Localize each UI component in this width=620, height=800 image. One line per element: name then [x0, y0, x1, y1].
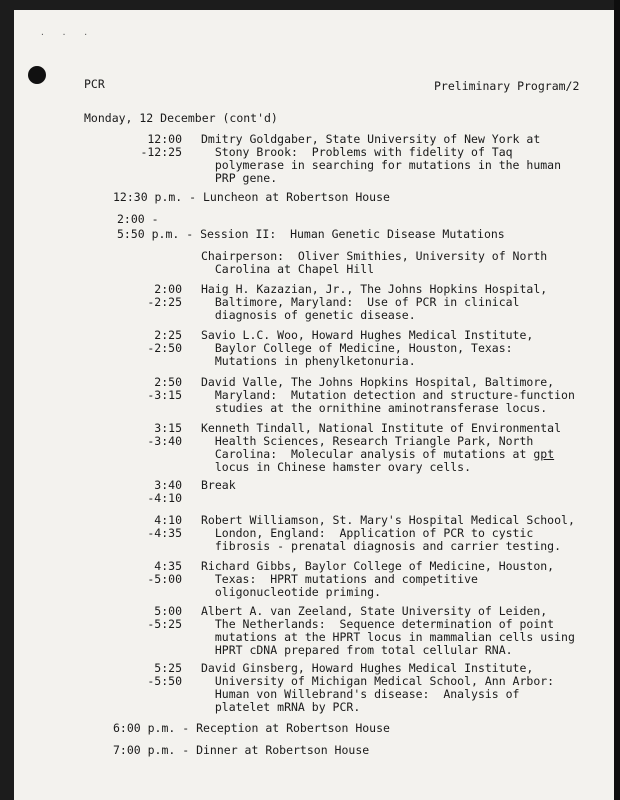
entry-line: Robert Williamson, St. Mary's Hospital Medical School, [201, 513, 575, 527]
entry-line: Savio L.C. Woo, Howard Hughes Medical Institute, [201, 328, 534, 342]
time-end: -2:25 [147, 295, 182, 309]
dinner-line: 7:00 p.m. - Dinner at Robertson House [113, 743, 370, 757]
time-end: -5:00 [147, 572, 182, 586]
time-end: -12:25 [140, 145, 182, 159]
entry-line: David Ginsberg, Howard Hughes Medical Institute, [201, 661, 534, 675]
entry-line: Texas: HPRT mutations and competitive [201, 572, 478, 586]
time-end: -3:40 [147, 434, 182, 448]
time-start: 4:10 [154, 513, 182, 527]
time-end: -5:25 [147, 617, 182, 631]
time-start: 5:00 [154, 604, 182, 618]
entry-line: David Valle, The Johns Hopkins Hospital, Baltimore, [201, 375, 555, 389]
time-start: 3:40 [154, 478, 182, 492]
entry-line: London, England: Application of PCR to cystic [201, 526, 534, 540]
entry-line: HPRT cDNA prepared from total cellular RNA. [201, 643, 513, 657]
time-start: 12:00 [147, 132, 182, 146]
entry-line: Stony Brook: Problems with fidelity of Taq [201, 145, 513, 159]
underlined-gene-name: gpt [533, 447, 555, 461]
entry-line: locus in Chinese hamster ovary cells. [201, 460, 472, 474]
entry-line: Baylor College of Medicine, Houston, Texas: [201, 341, 513, 355]
time-end: -3:15 [147, 388, 182, 402]
entry-line: oligonucleotide priming. [201, 585, 382, 599]
day-heading: Monday, 12 December (cont'd) [84, 111, 278, 125]
session-line: 5:50 p.m. - Session II: Human Genetic Disease Mutations [117, 227, 505, 241]
entry-line: Baltimore, Maryland: Use of PCR in clinical [201, 295, 520, 309]
time-end: -4:10 [147, 491, 182, 505]
entry-line: Carolina: Molecular analysis of mutations at gpt [201, 447, 555, 461]
entry-line: diagnosis of genetic disease. [201, 308, 416, 322]
entry-line: Kenneth Tindall, National Institute of Environmental [201, 421, 562, 435]
time-end: -5:50 [147, 674, 182, 688]
time-start: 3:15 [154, 421, 182, 435]
scan-specks: · · · [40, 30, 95, 39]
entry-line: Dmitry Goldgaber, State University of New York at [201, 132, 541, 146]
chair-line: Carolina at Chapel Hill [201, 262, 375, 276]
entry-line: Break [201, 478, 236, 492]
time-end: -4:35 [147, 526, 182, 540]
luncheon-line: 12:30 p.m. - Luncheon at Robertson House [113, 190, 390, 204]
header-right: Preliminary Program/2 [434, 79, 580, 93]
entry-line: Albert A. van Zeeland, State University of Leiden, [201, 604, 548, 618]
session-start-time: 2:00 - [117, 212, 159, 226]
entry-line: Richard Gibbs, Baylor College of Medicine, Houston, [201, 559, 555, 573]
time-end: -2:50 [147, 341, 182, 355]
time-start: 4:35 [154, 559, 182, 573]
entry-line: Maryland: Mutation detection and structure-function [201, 388, 575, 402]
time-start: 2:50 [154, 375, 182, 389]
chair-line: Chairperson: Oliver Smithies, University of North [201, 249, 548, 263]
entry-line: Haig H. Kazazian, Jr., The Johns Hopkins Hospital, [201, 282, 548, 296]
punch-hole [28, 66, 46, 84]
entry-line: Mutations in phenylketonuria. [201, 354, 416, 368]
entry-line: polymerase in searching for mutations in the human [201, 158, 562, 172]
time-start: 2:25 [154, 328, 182, 342]
entry-line: Health Sciences, Research Triangle Park, North [201, 434, 534, 448]
entry-line: PRP gene. [201, 171, 278, 185]
entry-line: platelet mRNA by PCR. [201, 700, 361, 714]
reception-line: 6:00 p.m. - Reception at Robertson House [113, 721, 390, 735]
entry-line: studies at the ornithine aminotransferase locus. [201, 401, 548, 415]
entry-line: University of Michigan Medical School, Ann Arbor: [201, 674, 555, 688]
time-start: 2:00 [154, 282, 182, 296]
entry-line: Human von Willebrand's disease: Analysis of [201, 687, 520, 701]
time-start: 5:25 [154, 661, 182, 675]
entry-line: fibrosis - prenatal diagnosis and carrier testing. [201, 539, 562, 553]
entry-line: The Netherlands: Sequence determination of point [201, 617, 555, 631]
header-left: PCR [84, 77, 105, 91]
entry-line: mutations at the HPRT locus in mammalian cells using [201, 630, 575, 644]
scan-edge [614, 0, 620, 800]
